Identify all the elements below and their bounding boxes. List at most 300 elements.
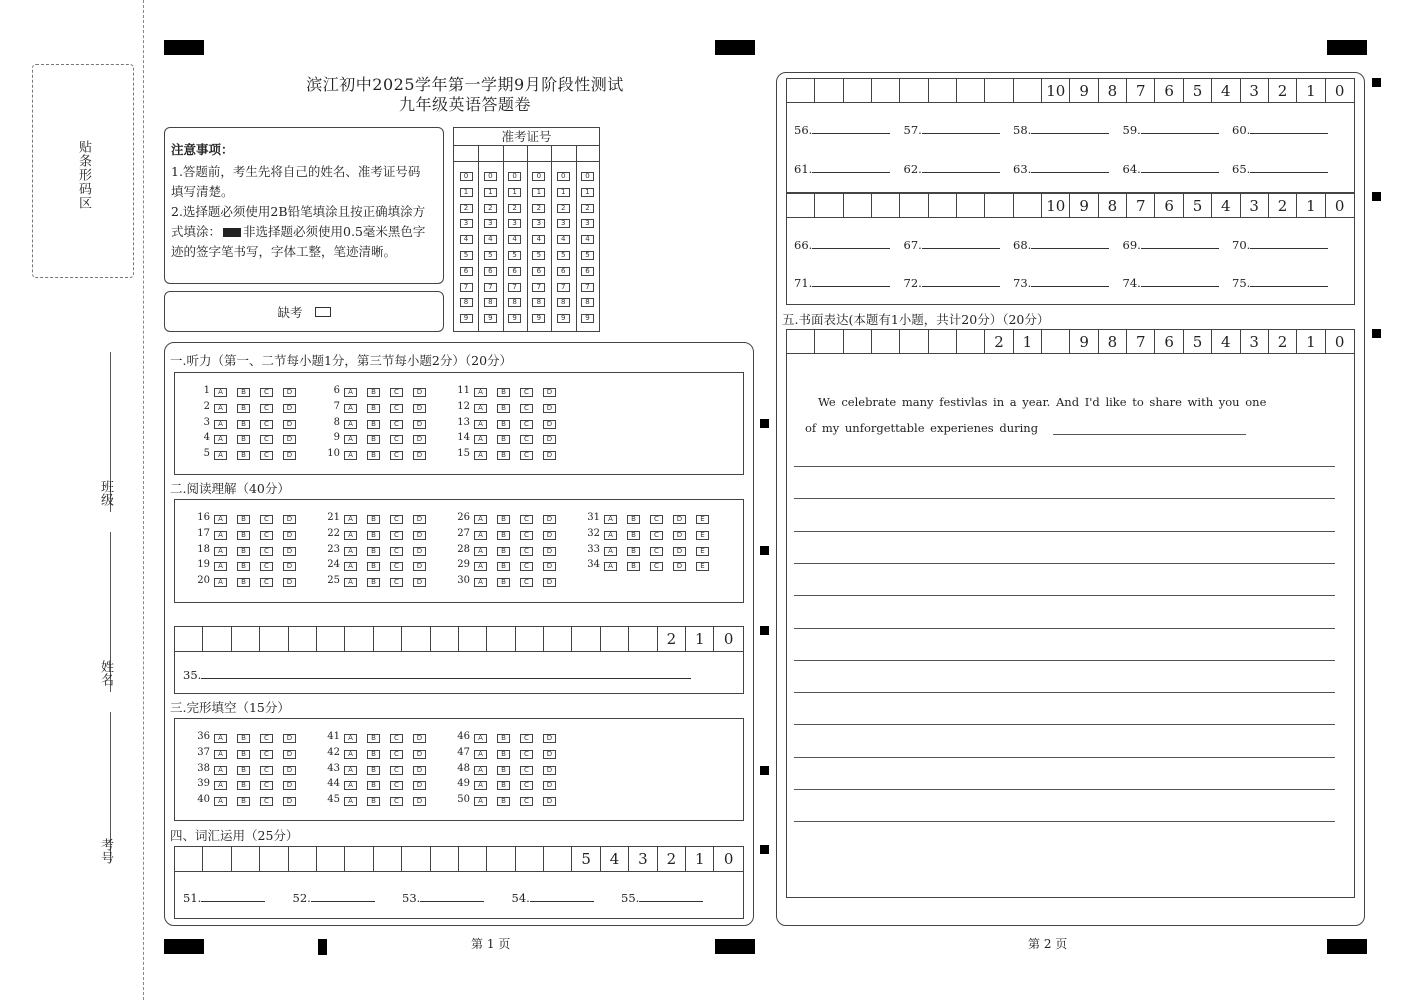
option-bubble[interactable]: C [520,562,533,571]
admission-digit-bubble[interactable]: 9 [581,314,594,323]
option-bubble[interactable]: C [390,515,403,524]
option-bubble[interactable]: B [237,578,250,587]
option-bubble[interactable]: A [344,515,357,524]
admission-digit-bubble[interactable]: 9 [484,314,497,323]
option-bubble[interactable]: C [390,547,403,556]
option-bubble[interactable]: A [474,750,487,759]
option-bubble[interactable]: A [344,531,357,540]
option-bubble[interactable]: A [474,547,487,556]
absent-checkbox[interactable] [315,307,331,317]
option-bubble[interactable]: D [543,515,556,524]
answer-line[interactable] [639,901,703,902]
admission-digit-bubble[interactable]: 7 [508,283,521,292]
option-bubble[interactable]: D [543,797,556,806]
option-bubble[interactable]: B [367,734,380,743]
answer-line[interactable] [1250,133,1328,134]
option-bubble[interactable]: C [390,435,403,444]
option-bubble[interactable]: B [497,734,510,743]
answer-line[interactable] [420,901,484,902]
option-bubble[interactable]: B [497,404,510,413]
option-bubble[interactable]: A [214,562,227,571]
option-bubble[interactable]: B [367,388,380,397]
option-bubble[interactable]: D [283,578,296,587]
option-bubble[interactable]: B [237,404,250,413]
answer-line[interactable] [1031,133,1109,134]
essay-rule-line[interactable] [794,466,1335,467]
option-bubble[interactable]: D [283,404,296,413]
option-bubble[interactable]: B [367,766,380,775]
option-bubble[interactable]: C [390,388,403,397]
option-bubble[interactable]: D [413,420,426,429]
option-bubble[interactable]: D [413,547,426,556]
option-bubble[interactable]: B [237,515,250,524]
option-bubble[interactable]: A [344,562,357,571]
answer-line[interactable] [1141,286,1219,287]
option-bubble[interactable]: A [214,547,227,556]
option-bubble[interactable]: D [543,547,556,556]
admission-digit-bubble[interactable]: 7 [581,283,594,292]
admission-digit-bubble[interactable]: 4 [508,235,521,244]
option-bubble[interactable]: A [474,562,487,571]
admission-digit-bubble[interactable]: 5 [581,251,594,260]
option-bubble[interactable]: C [520,547,533,556]
admission-digit-bubble[interactable]: 5 [484,251,497,260]
option-bubble[interactable]: A [344,435,357,444]
score-cell[interactable]: 4 [1212,194,1240,217]
option-bubble[interactable]: B [367,404,380,413]
score-cell[interactable]: 2 [1269,79,1297,102]
option-bubble[interactable]: B [237,420,250,429]
option-bubble[interactable]: D [283,797,296,806]
score-cell[interactable]: 7 [1127,194,1155,217]
option-bubble[interactable]: E [696,515,709,524]
score-cell[interactable]: 9 [1070,330,1098,353]
option-bubble[interactable]: B [627,562,640,571]
option-bubble[interactable]: A [474,404,487,413]
essay-rule-line[interactable] [794,531,1335,532]
option-bubble[interactable]: A [474,388,487,397]
option-bubble[interactable]: B [497,750,510,759]
essay-rule-line[interactable] [794,595,1335,596]
option-bubble[interactable]: A [214,766,227,775]
score-cell[interactable]: 1 [1014,330,1042,353]
option-bubble[interactable]: C [650,562,663,571]
admission-digit-bubble[interactable]: 4 [532,235,545,244]
option-bubble[interactable]: B [237,531,250,540]
option-bubble[interactable]: C [520,531,533,540]
score-cell[interactable]: 6 [1155,330,1183,353]
option-bubble[interactable]: B [497,531,510,540]
answer-line[interactable] [1031,286,1109,287]
admission-digit-bubble[interactable]: 3 [532,219,545,228]
score-cell[interactable]: 2 [658,627,686,651]
option-bubble[interactable]: D [413,388,426,397]
essay-rule-line[interactable] [794,660,1335,661]
option-bubble[interactable]: B [367,750,380,759]
admission-digit-bubble[interactable]: 9 [532,314,545,323]
option-bubble[interactable]: C [390,562,403,571]
option-bubble[interactable]: B [367,531,380,540]
option-bubble[interactable]: A [214,578,227,587]
option-bubble[interactable]: A [344,420,357,429]
option-bubble[interactable]: A [474,578,487,587]
admission-digit-bubble[interactable]: 1 [484,188,497,197]
score-cell[interactable]: 5 [1184,330,1212,353]
answer-line[interactable] [1141,248,1219,249]
option-bubble[interactable]: B [497,578,510,587]
option-bubble[interactable]: D [413,766,426,775]
option-bubble[interactable]: A [214,797,227,806]
score-cell[interactable]: 3 [1241,194,1269,217]
option-bubble[interactable]: A [214,734,227,743]
admission-digit-bubble[interactable]: 2 [484,204,497,213]
option-bubble[interactable]: D [283,388,296,397]
score-cell[interactable]: 8 [1099,330,1127,353]
option-bubble[interactable]: A [214,781,227,790]
option-bubble[interactable]: D [543,766,556,775]
option-bubble[interactable]: C [520,404,533,413]
score-cell[interactable]: 4 [601,847,629,871]
essay-blank-line[interactable] [1053,434,1246,435]
option-bubble[interactable]: C [520,388,533,397]
option-bubble[interactable]: C [650,531,663,540]
admission-digit-bubble[interactable]: 6 [460,267,473,276]
option-bubble[interactable]: A [344,578,357,587]
score-cell[interactable]: 5 [1184,79,1212,102]
option-bubble[interactable]: D [543,388,556,397]
option-bubble[interactable]: D [543,750,556,759]
option-bubble[interactable]: B [497,797,510,806]
option-bubble[interactable]: D [413,734,426,743]
option-bubble[interactable]: A [474,435,487,444]
option-bubble[interactable]: A [604,547,617,556]
option-bubble[interactable]: B [497,547,510,556]
option-bubble[interactable]: A [344,781,357,790]
option-bubble[interactable]: C [260,781,273,790]
option-bubble[interactable]: B [367,451,380,460]
answer-line[interactable] [922,133,1000,134]
admission-digit-bubble[interactable]: 6 [532,267,545,276]
option-bubble[interactable]: A [474,515,487,524]
admission-digit-bubble[interactable]: 3 [581,219,594,228]
option-bubble[interactable]: D [413,797,426,806]
option-bubble[interactable]: A [344,797,357,806]
option-bubble[interactable]: C [260,750,273,759]
admission-digit-bubble[interactable]: 8 [557,298,570,307]
option-bubble[interactable]: C [260,451,273,460]
option-bubble[interactable]: E [696,531,709,540]
admission-digit-bubble[interactable]: 0 [508,172,521,181]
option-bubble[interactable]: A [214,750,227,759]
option-bubble[interactable]: C [260,562,273,571]
option-bubble[interactable]: B [367,781,380,790]
option-bubble[interactable]: C [520,781,533,790]
admission-digit-bubble[interactable]: 5 [508,251,521,260]
answer-line[interactable] [1250,286,1328,287]
option-bubble[interactable]: E [696,562,709,571]
option-bubble[interactable]: D [283,734,296,743]
option-bubble[interactable]: B [367,578,380,587]
answer-line[interactable] [812,286,890,287]
q35-answer-line[interactable] [201,678,691,679]
option-bubble[interactable]: D [413,515,426,524]
option-bubble[interactable]: C [390,766,403,775]
option-bubble[interactable]: B [237,388,250,397]
score-cell[interactable]: 3 [1241,330,1269,353]
admission-digit-bubble[interactable]: 7 [484,283,497,292]
answer-line[interactable] [922,172,1000,173]
option-bubble[interactable]: C [390,578,403,587]
essay-rule-line[interactable] [794,724,1335,725]
option-bubble[interactable]: A [604,531,617,540]
answer-line[interactable] [1250,248,1328,249]
option-bubble[interactable]: D [543,435,556,444]
option-bubble[interactable]: C [390,451,403,460]
admission-digit-bubble[interactable]: 6 [581,267,594,276]
option-bubble[interactable]: D [543,451,556,460]
score-cell[interactable]: 2 [985,330,1013,353]
option-bubble[interactable]: A [474,797,487,806]
score-cell[interactable]: 1 [686,847,714,871]
option-bubble[interactable]: D [283,766,296,775]
score-cell[interactable]: 0 [1334,332,1345,351]
option-bubble[interactable]: C [520,420,533,429]
admission-digit-bubble[interactable]: 4 [557,235,570,244]
option-bubble[interactable]: C [260,420,273,429]
admission-digit-bubble[interactable]: 9 [508,314,521,323]
option-bubble[interactable]: C [260,766,273,775]
option-bubble[interactable]: D [413,531,426,540]
essay-rule-line[interactable] [794,692,1335,693]
score-cell[interactable]: 3 [1241,79,1269,102]
option-bubble[interactable]: A [604,515,617,524]
option-bubble[interactable]: A [474,781,487,790]
admission-digit-bubble[interactable]: 7 [460,283,473,292]
admission-digit-bubble[interactable]: 8 [484,298,497,307]
option-bubble[interactable]: C [390,404,403,413]
option-bubble[interactable]: E [696,547,709,556]
essay-rule-line[interactable] [794,498,1335,499]
option-bubble[interactable]: A [474,420,487,429]
option-bubble[interactable]: D [413,404,426,413]
option-bubble[interactable]: C [520,451,533,460]
admission-digit-bubble[interactable]: 4 [484,235,497,244]
option-bubble[interactable]: B [367,562,380,571]
score-cell[interactable]: 2 [1269,330,1297,353]
option-bubble[interactable]: A [214,404,227,413]
answer-line[interactable] [922,248,1000,249]
essay-rule-line[interactable] [794,757,1335,758]
option-bubble[interactable]: B [237,435,250,444]
option-bubble[interactable]: A [214,531,227,540]
option-bubble[interactable]: B [367,515,380,524]
score-cell[interactable] [1042,330,1070,353]
option-bubble[interactable]: B [367,797,380,806]
option-bubble[interactable]: B [497,781,510,790]
score-cell[interactable]: 7 [1127,79,1155,102]
admission-digit-bubble[interactable]: 0 [532,172,545,181]
option-bubble[interactable]: C [520,750,533,759]
option-bubble[interactable]: A [474,734,487,743]
admission-digit-bubble[interactable]: 7 [557,283,570,292]
admission-digit-bubble[interactable]: 3 [557,219,570,228]
option-bubble[interactable]: C [390,531,403,540]
option-bubble[interactable]: C [260,797,273,806]
option-bubble[interactable]: D [283,562,296,571]
option-bubble[interactable]: B [367,420,380,429]
option-bubble[interactable]: B [237,781,250,790]
admission-digit-bubble[interactable]: 8 [508,298,521,307]
option-bubble[interactable]: D [543,734,556,743]
option-bubble[interactable]: A [474,766,487,775]
score-cell[interactable]: 2 [658,847,686,871]
score-cell[interactable]: 0 [723,630,734,648]
admission-digit-bubble[interactable]: 1 [460,188,473,197]
score-cell[interactable]: 0 [723,850,734,868]
score-cell[interactable]: 2 [1269,194,1297,217]
option-bubble[interactable]: C [260,734,273,743]
admission-digit-bubble[interactable]: 2 [508,204,521,213]
option-bubble[interactable]: B [237,734,250,743]
option-bubble[interactable]: D [283,531,296,540]
option-bubble[interactable]: D [543,531,556,540]
option-bubble[interactable]: B [237,562,250,571]
admission-digit-bubble[interactable]: 1 [508,188,521,197]
score-cell[interactable]: 10 [1042,79,1070,102]
admission-digit-bubble[interactable]: 1 [581,188,594,197]
option-bubble[interactable]: A [474,451,487,460]
option-bubble[interactable]: C [520,515,533,524]
option-bubble[interactable]: A [474,531,487,540]
score-cell[interactable]: 1 [1297,330,1325,353]
answer-line[interactable] [1250,172,1328,173]
option-bubble[interactable]: C [390,734,403,743]
score-cell[interactable]: 4 [1212,79,1240,102]
essay-rule-line[interactable] [794,628,1335,629]
admission-digit-bubble[interactable]: 7 [532,283,545,292]
option-bubble[interactable]: D [283,750,296,759]
option-bubble[interactable]: A [344,388,357,397]
score-cell[interactable]: 1 [1297,194,1325,217]
admission-digit-bubble[interactable]: 5 [532,251,545,260]
score-cell[interactable]: 8 [1099,79,1127,102]
admission-digit-bubble[interactable]: 5 [557,251,570,260]
essay-rule-line[interactable] [794,821,1335,822]
option-bubble[interactable]: C [650,515,663,524]
option-bubble[interactable]: D [673,531,686,540]
option-bubble[interactable]: B [237,750,250,759]
option-bubble[interactable]: B [627,515,640,524]
option-bubble[interactable]: D [673,562,686,571]
admission-digit-bubble[interactable]: 4 [460,235,473,244]
option-bubble[interactable]: D [413,750,426,759]
score-cell[interactable]: 5 [572,847,600,871]
admission-digit-bubble[interactable]: 9 [460,314,473,323]
option-bubble[interactable]: D [543,404,556,413]
admission-digit-bubble[interactable]: 1 [532,188,545,197]
admission-digit-bubble[interactable]: 3 [460,219,473,228]
option-bubble[interactable]: D [543,420,556,429]
score-cell[interactable]: 7 [1127,330,1155,353]
answer-line[interactable] [1031,248,1109,249]
option-bubble[interactable]: B [237,797,250,806]
option-bubble[interactable]: C [390,750,403,759]
admission-digit-bubble[interactable]: 3 [484,219,497,228]
option-bubble[interactable]: C [520,766,533,775]
admission-digit-bubble[interactable]: 2 [557,204,570,213]
option-bubble[interactable]: B [497,420,510,429]
score-cell[interactable]: 9 [1070,194,1098,217]
option-bubble[interactable]: C [650,547,663,556]
option-bubble[interactable]: D [413,435,426,444]
admission-digit-bubble[interactable]: 2 [581,204,594,213]
option-bubble[interactable]: D [413,578,426,587]
option-bubble[interactable]: D [413,781,426,790]
option-bubble[interactable]: B [237,547,250,556]
admission-digit-bubble[interactable]: 6 [484,267,497,276]
option-bubble[interactable]: D [283,781,296,790]
option-bubble[interactable]: A [344,750,357,759]
essay-rule-line[interactable] [794,563,1335,564]
option-bubble[interactable]: B [497,451,510,460]
option-bubble[interactable]: A [214,435,227,444]
score-cell[interactable]: 8 [1099,194,1127,217]
score-cell[interactable]: 10 [1042,194,1070,217]
score-cell[interactable]: 1 [1297,79,1325,102]
option-bubble[interactable]: C [520,797,533,806]
score-cell[interactable]: 0 [1334,81,1345,100]
option-bubble[interactable]: C [260,435,273,444]
score-cell[interactable]: 6 [1155,194,1183,217]
admission-digit-bubble[interactable]: 8 [532,298,545,307]
option-bubble[interactable]: B [367,547,380,556]
score-cell[interactable]: 1 [686,627,714,651]
admission-digit-bubble[interactable]: 9 [557,314,570,323]
option-bubble[interactable]: B [497,515,510,524]
option-bubble[interactable]: C [260,404,273,413]
admission-digit-bubble[interactable]: 5 [460,251,473,260]
score-cell[interactable]: 0 [1334,196,1345,215]
admission-digit-bubble[interactable]: 0 [460,172,473,181]
option-bubble[interactable]: D [543,562,556,571]
answer-line[interactable] [1141,133,1219,134]
option-bubble[interactable]: C [520,578,533,587]
answer-line[interactable] [812,248,890,249]
admission-digit-bubble[interactable]: 6 [508,267,521,276]
admission-digit-bubble[interactable]: 6 [557,267,570,276]
option-bubble[interactable]: B [237,766,250,775]
option-bubble[interactable]: A [344,547,357,556]
option-bubble[interactable]: D [413,562,426,571]
score-cell[interactable]: 9 [1070,79,1098,102]
option-bubble[interactable]: C [390,781,403,790]
option-bubble[interactable]: B [497,766,510,775]
option-bubble[interactable]: A [344,766,357,775]
option-bubble[interactable]: D [413,451,426,460]
answer-line[interactable] [530,901,594,902]
option-bubble[interactable]: C [520,734,533,743]
option-bubble[interactable]: B [367,435,380,444]
option-bubble[interactable]: A [214,388,227,397]
option-bubble[interactable]: B [497,435,510,444]
option-bubble[interactable]: A [214,451,227,460]
score-cell[interactable]: 5 [1184,194,1212,217]
option-bubble[interactable]: D [283,435,296,444]
option-bubble[interactable]: D [673,547,686,556]
option-bubble[interactable]: D [283,420,296,429]
answer-line[interactable] [812,172,890,173]
option-bubble[interactable]: B [627,547,640,556]
